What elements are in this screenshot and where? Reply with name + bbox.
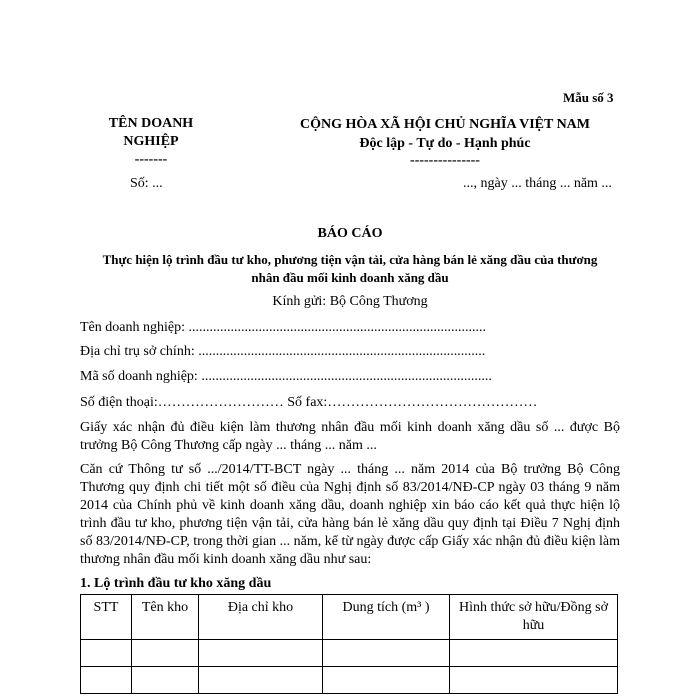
national-header <box>250 115 640 168</box>
table-row <box>81 667 618 694</box>
company-name-line1: TÊN DOANH <box>108 116 194 131</box>
table-cell <box>81 667 132 694</box>
company-name-header <box>90 115 212 169</box>
col-ownership: Hình thức sở hữu/Đồng sở hữu <box>450 595 618 640</box>
report-subtitle-line1: Thực hiện lộ trình đầu tư kho, phương tiện vận tải, cửa hàng bán lẻ xăng dầu của thương <box>102 252 598 267</box>
table-header-row <box>81 595 618 640</box>
company-name-field: Tên doanh nghiệp: ..................................................................................... <box>80 320 486 335</box>
address-field: Địa chỉ trụ sở chính: .................................................................................. <box>80 344 486 359</box>
date-line: ..., ngày ... tháng ... năm ... <box>463 176 612 191</box>
legal-basis-paragraph: Căn cứ Thông tư số .../2014/TT-BCT ngày ... tháng ... năm 2014 của Bộ trưởng Bộ Công Thương quy định chi tiết một số điều của Nghị định số 83/2014/NĐ-CP ngày 03 tháng 9 năm 2014 của Chính phủ về kinh doanh xăng dầu, doanh nghiệp xin báo cáo kết quả thực hiện lộ trình đầu tư kho, phương tiện vận tải, cửa hàng bán lẻ xăng dầu quy định tại Điều 7 Nghị định số 83/2014/NĐ-CP, trong thời gian ... năm, kể từ ngày được cấp Giấy xác nhận đủ điều kiện làm thương nhân đầu mối kinh doanh xăng dầu như sau: <box>80 462 620 567</box>
country-name: CỘNG HÒA XÃ HỘI CHỦ NGHĨA VIỆT NAM <box>299 117 590 132</box>
table-cell <box>323 667 450 694</box>
report-subtitle-line2: nhân đầu mối kinh doanh xăng dầu <box>251 270 449 285</box>
table-cell <box>132 640 199 667</box>
phone-fax-field: Số điện thoại:……………………… Số fax:……………………………………… <box>80 395 538 410</box>
warehouse-table <box>80 594 618 694</box>
company-name-line2: NGHIỆP <box>123 134 179 149</box>
col-capacity: Dung tích (m³ ) <box>323 595 450 640</box>
col-warehouse-address: Địa chỉ kho <box>199 595 323 640</box>
form-number: Mẫu số 3 <box>563 90 614 105</box>
table-row <box>81 640 618 667</box>
table-cell <box>450 640 618 667</box>
motto-dashes: --------------- <box>410 153 480 168</box>
table-cell <box>450 667 618 694</box>
report-subtitle <box>60 251 640 287</box>
col-warehouse-name: Tên kho <box>132 595 199 640</box>
col-stt: STT <box>81 595 132 640</box>
table-cell <box>81 640 132 667</box>
motto: Độc lập - Tự do - Hạnh phúc <box>359 136 531 151</box>
tax-code-field: Mã số doanh nghiệp: ................................................................................... <box>80 369 492 384</box>
table-cell <box>199 640 323 667</box>
section1-heading: 1. Lộ trình đầu tư kho xăng dầu <box>80 576 272 591</box>
report-title: BÁO CÁO <box>317 226 383 241</box>
company-dashes: ------- <box>134 152 168 167</box>
table-cell <box>323 640 450 667</box>
document-number: Số: ... <box>130 176 163 191</box>
addressee: Kính gửi: Bộ Công Thương <box>272 294 428 309</box>
table-cell <box>199 667 323 694</box>
table-cell <box>132 667 199 694</box>
certificate-paragraph: Giấy xác nhận đủ điều kiện làm thương nhân đầu mối kinh doanh xăng dầu số ... được Bộ trưởng Bộ Công Thương cấp ngày ... tháng ... năm ... <box>80 420 620 453</box>
